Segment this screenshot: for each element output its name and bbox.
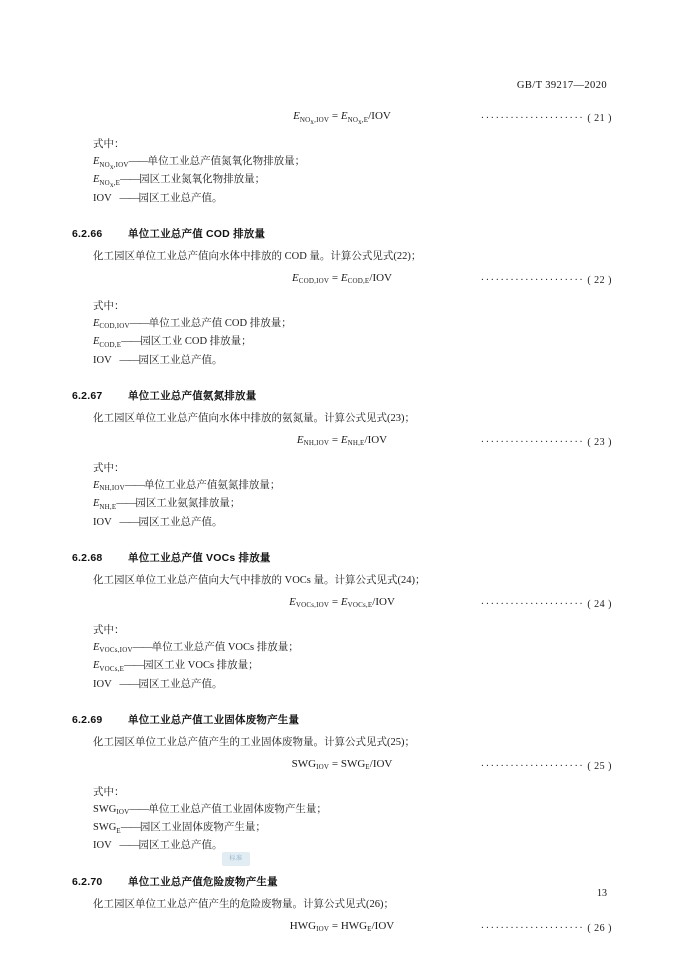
definition-line [72,819,612,837]
definition-text: 单位工业总产值氨氮排放量； [143,479,281,491]
definition-line [72,514,612,532]
where-label-0: 式中： [93,139,125,150]
definition-symbol-2-0: $E_{COD,IOV}$ [93,317,130,331]
section-paragraph: 化工园区单位工业总产值产生的危险废物量。计算公式见式(26)； [93,898,394,910]
definition-list [72,801,612,856]
definition-text: 单位工业总产值 COD 排放量； [148,317,292,329]
leader-dots: ····················· [480,922,585,934]
definition-text: 园区工业总产值。 [138,678,223,690]
section-number: 6.2.69 [72,713,103,726]
definition-text: 单位工业总产值 VOCs 排放量； [151,641,299,653]
section-paragraph: 化工园区单位工业总产值向水体中排放的 COD 量。计算公式见式(22)； [93,251,422,263]
equation-number-label: ( 24 ) [587,598,612,610]
where-label: 式中： [93,462,125,474]
section-title: 单位工业总产值 VOCs 排放量 [128,551,271,564]
section-6-2-68 [72,550,612,694]
definition-dash: —— [120,174,140,186]
section-number: 6.2.66 [72,228,103,241]
section-number: 6.2.67 [72,390,103,403]
section-heading [72,550,612,565]
equation-number-label: ( 23 ) [587,436,612,448]
formula-row-26 [72,920,612,942]
where-label: 式中： [93,624,125,636]
leader-dots: ····················· [480,436,585,448]
definition-symbol-5-2: IOV [93,840,112,852]
definition-line [72,190,612,208]
definition-dash: —— [129,317,149,329]
definition-line [72,477,612,495]
definition-symbol-3-2: IOV [93,516,112,528]
definition-text: 园区工业 COD 排放量； [140,336,252,348]
watermark-badge: 标准 [222,852,250,866]
definition-text: 园区工业总产值。 [138,516,223,528]
definition-line [72,801,612,819]
leader-dots: ····················· [480,760,585,772]
equation-number-26 [481,923,612,934]
leader-dots: ····················· [480,274,585,286]
formula-row-23 [72,434,612,456]
section-paragraph: 化工园区单位工业总产值向水体中排放的氨氮量。计算公式见式(23)； [93,413,415,425]
definition-line [72,837,612,855]
definition-dash: —— [128,156,148,167]
where-label: 式中： [93,786,125,798]
section-6-2-69 [72,712,612,856]
section-heading [72,874,612,889]
definition-text: 单位工业总产值氮氧化物排放量； [147,156,306,167]
formula-23: $E_{NH,IOV} = E_{NH,E}/IOV$ [296,433,388,448]
definition-text: 园区工业氮氧化物排放量； [139,174,266,186]
section-paragraph: 化工园区单位工业总产值产生的工业固体废物量。计算公式见式(25)； [93,736,415,748]
definition-symbol-4-0: $E_{VOCs,IOV}$ [93,641,133,655]
formula-26: $HWG_{IOV} = HWG_E/IOV$ [289,919,395,934]
definition-dash: —— [119,516,139,528]
definition-symbol-3-0: $E_{NH,IOV}$ [93,479,125,493]
definition-symbol-2-2: IOV [93,354,112,366]
formula-21: $E_{NO_x,IOV} = E_{NO_x,E}/IOV$ [293,110,391,126]
where-label: 式中： [93,300,125,312]
section-title: 单位工业总产值 COD 排放量 [128,228,266,241]
definition-list [72,315,612,370]
page-content [72,104,612,946]
definition-symbol-0-2: IOV [93,192,112,204]
definition-text: 园区工业总产值。 [138,840,223,852]
definition-symbol-4-2: IOV [93,678,112,690]
definition-symbol-3-1: $E_{NH,E}$ [93,498,117,511]
formula-row-25 [72,758,612,780]
formula-row-21 [72,110,612,132]
definition-dash: —— [116,498,136,510]
definition-text: 园区工业总产值。 [138,192,223,204]
section-title: 单位工业总产值氨氮排放量 [128,390,257,403]
definition-dash: —— [119,678,139,690]
page-header-standard-code: GB/T 39217—2020 [516,80,607,91]
equation-number-25 [481,761,612,772]
definition-symbol-5-0: $SWG_{IOV}$ [93,803,130,817]
definition-line [72,657,612,675]
leader-dots: ····················· [480,113,585,124]
definition-line [72,153,612,171]
definition-line [72,333,612,351]
definition-text: 园区工业固体废物产生量； [139,822,266,834]
definition-dash: —— [119,354,139,366]
definition-line [72,352,612,370]
formula-25: $SWG_{IOV} = SWG_E/IOV$ [291,757,393,772]
equation-number-23 [481,437,612,448]
definition-symbol-0-1: $E_{NO_x,E}$ [93,174,121,190]
definition-line [72,676,612,694]
formula-row-22 [72,272,612,294]
definition-list [72,477,612,532]
equation-number-label: ( 22 ) [587,274,612,286]
definition-dash: —— [120,822,140,834]
section-6-2-67 [72,388,612,532]
definition-dash: —— [129,803,149,815]
section-title: 单位工业总产值工业固体废物产生量 [128,713,300,726]
definition-text: 园区工业 VOCs 排放量； [143,660,259,672]
equation-number-21 [481,113,612,124]
definition-dash: —— [132,641,152,653]
section-heading [72,388,612,403]
definition-symbol-5-1: $SWG_E$ [93,822,121,835]
section-heading [72,226,612,241]
section-number: 6.2.68 [72,551,103,564]
definition-line [72,315,612,333]
formula-22: $E_{COD,IOV} = E_{COD,E}/IOV$ [292,271,392,286]
definition-symbol-0-0: $E_{NO_x,IOV}$ [93,156,129,171]
equation-number-24 [481,599,612,610]
section-number: 6.2.70 [72,875,103,888]
formula-24: $E_{VOCs,IOV} = E_{VOCs,E}/IOV$ [289,595,395,610]
definition-line [72,639,612,657]
definition-text: 单位工业总产值工业固体废物产生量； [148,803,327,815]
definition-line [72,171,612,189]
definition-dash: —— [124,660,144,672]
section-title: 单位工业总产值危险废物产生量 [128,875,278,888]
definition-dash: —— [121,336,141,348]
formula-row-24 [72,596,612,618]
section-paragraph: 化工园区单位工业总产值向大气中排放的 VOCs 量。计算公式见式(24)； [93,574,426,586]
section-6-2-66 [72,226,612,370]
definition-dash: —— [119,840,139,852]
page-number: 13 [597,888,607,899]
equation-number-label: ( 21 ) [587,113,612,124]
definition-text: 园区工业总产值。 [138,354,223,366]
equation-number-label: ( 26 ) [587,922,612,934]
definition-dash: —— [124,479,144,491]
equation-number-22 [481,275,612,286]
definition-text: 园区工业氨氮排放量； [135,498,241,510]
definition-list-0 [72,153,612,208]
section-heading [72,712,612,727]
definition-symbol-4-1: $E_{VOCs,E}$ [93,660,125,673]
definition-line [72,495,612,513]
equation-number-label: ( 25 ) [587,760,612,772]
definition-symbol-2-1: $E_{COD,E}$ [93,336,122,349]
definition-list [72,639,612,694]
section-6-2-70 [72,874,612,942]
leader-dots: ····················· [480,598,585,610]
definition-dash: —— [119,192,139,204]
